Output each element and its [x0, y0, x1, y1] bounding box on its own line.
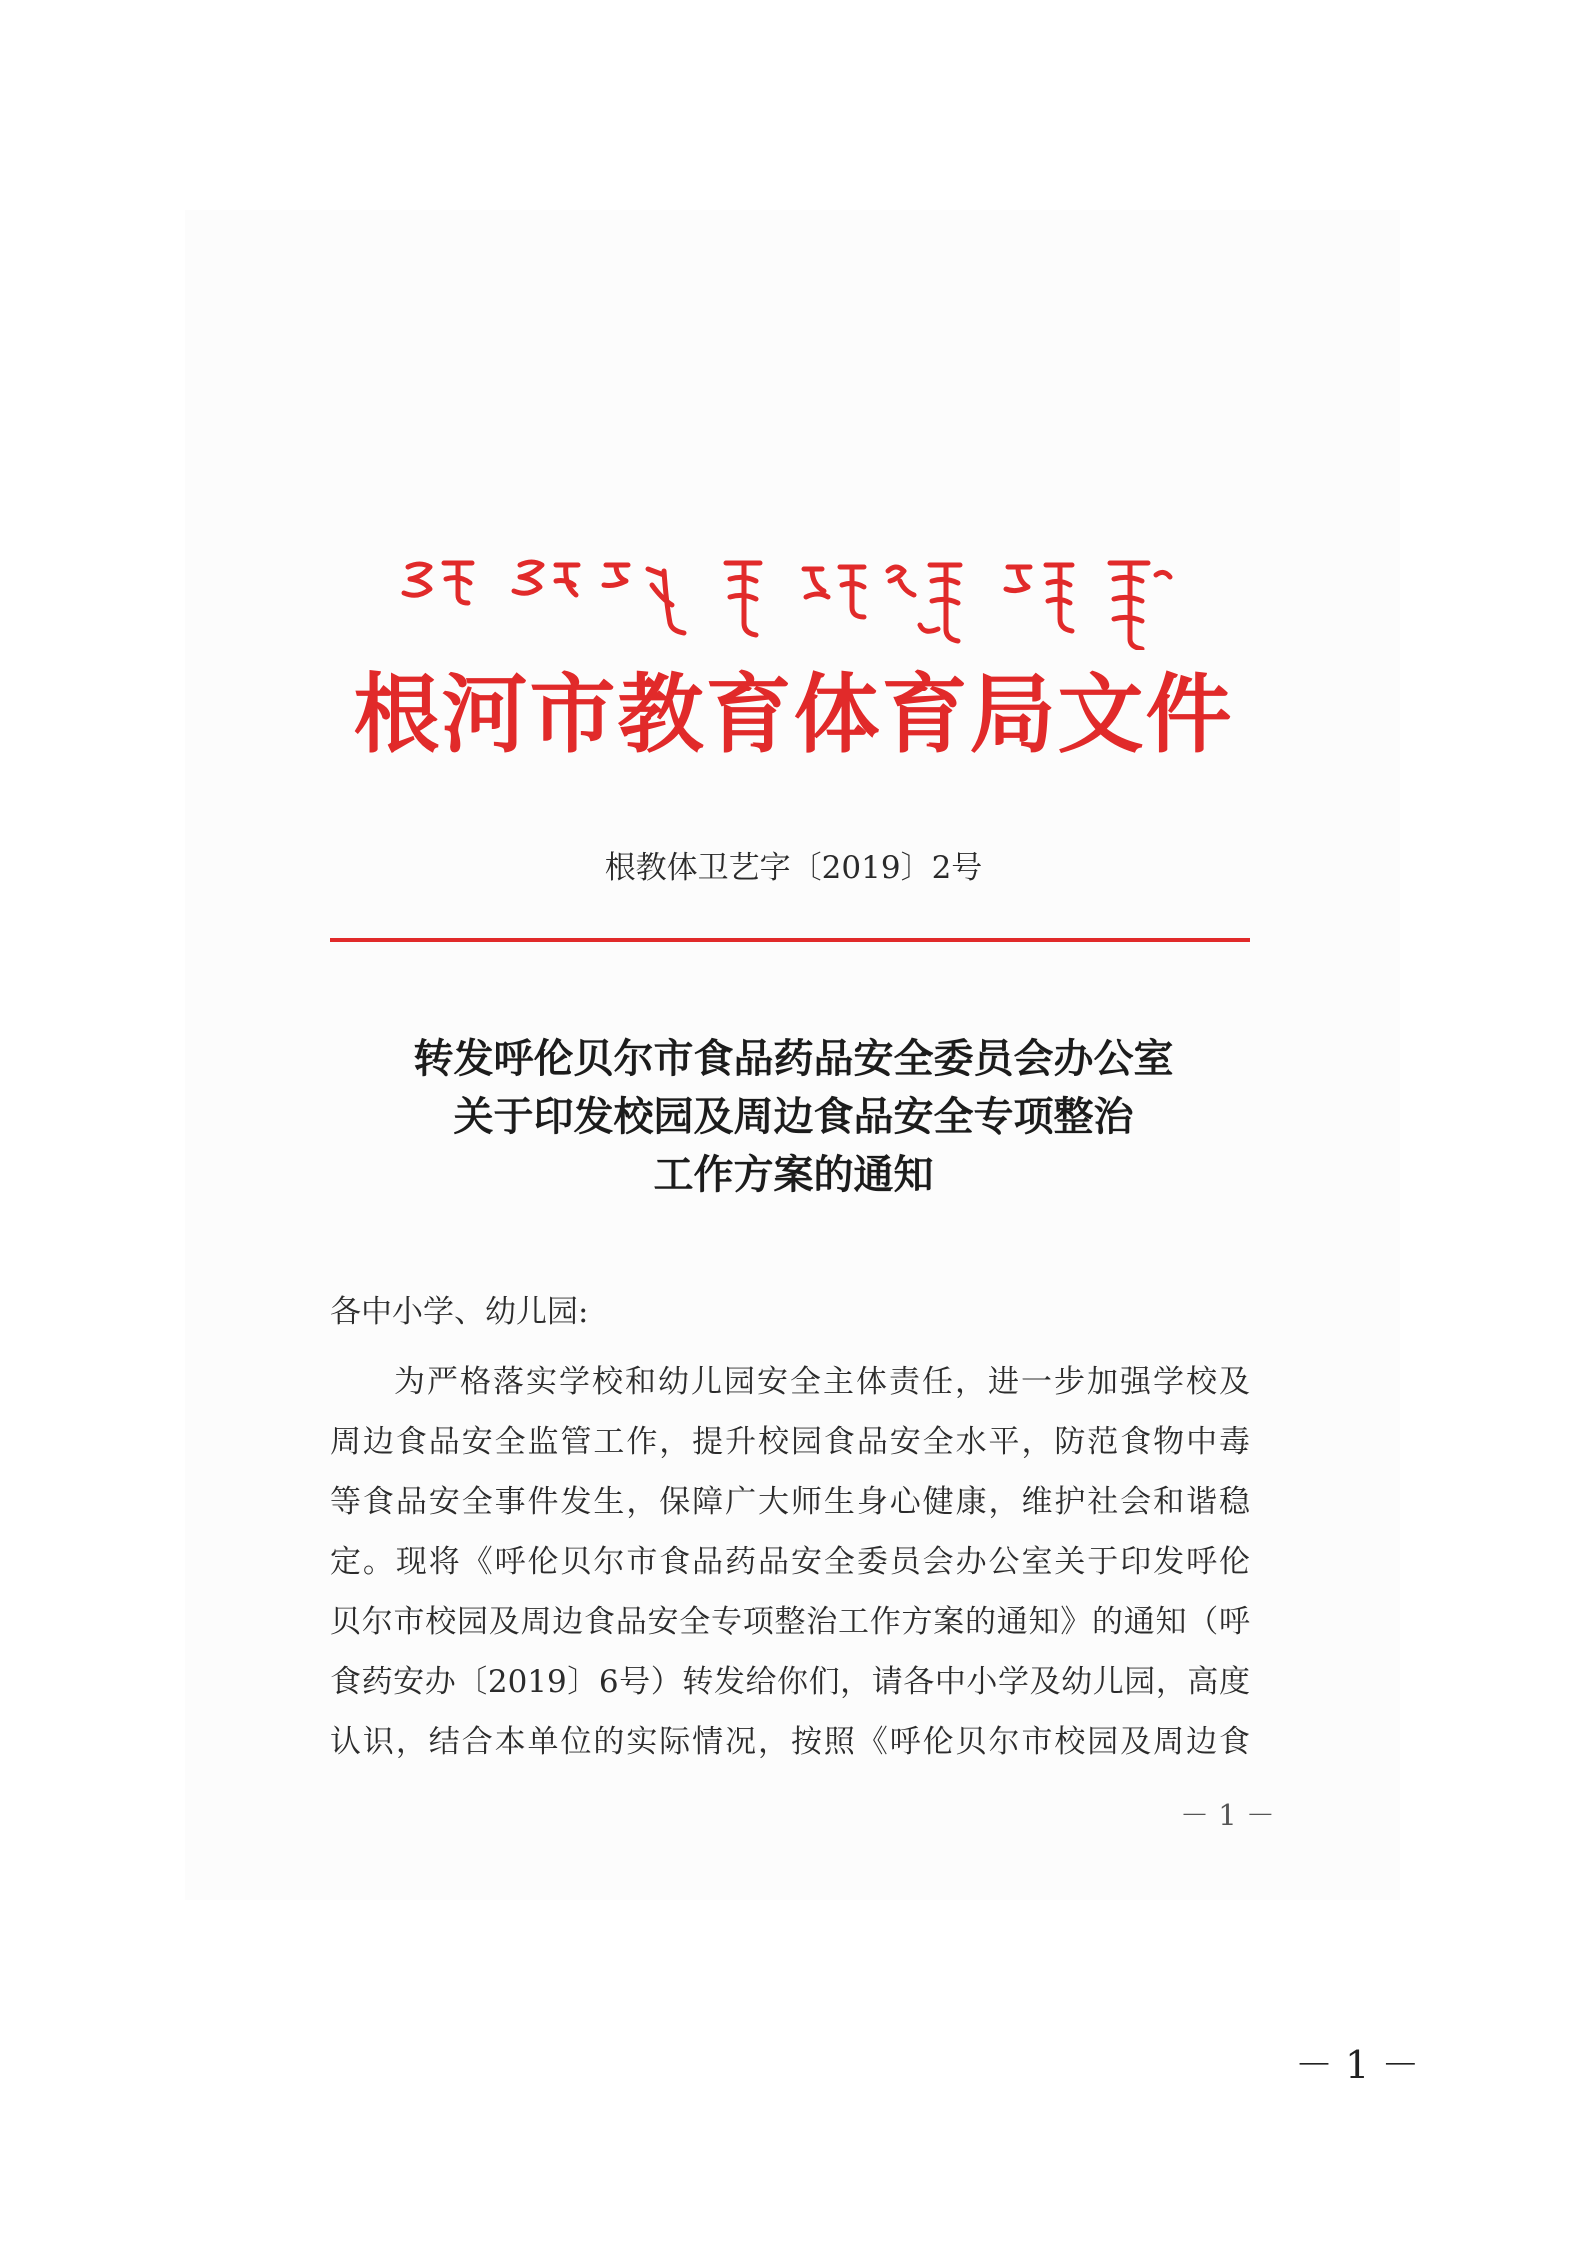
recipient-line: 各中小学、幼儿园: — [330, 1294, 589, 1330]
body-paragraph — [330, 1352, 1250, 1772]
page-number: － 1 － — [1295, 2043, 1420, 2087]
document-issuer-heading: 根河市教育体育局文件 — [353, 665, 1234, 765]
body-line: 定。现将《呼伦贝尔市食品药品安全委员会办公室关于印发呼伦 — [330, 1544, 1250, 1580]
body-line: 周边食品安全监管工作，提升校园食品安全水平，防范食物中毒 — [330, 1424, 1250, 1460]
title-line: 关于印发校园及周边食品安全专项整治 — [453, 1093, 1134, 1140]
body-line: 贝尔市校园及周边食品安全专项整治工作方案的通知》的通知（呼 — [330, 1604, 1250, 1640]
body-line: 食药安办〔2019〕6号）转发给你们，请各中小学及幼儿园，高度 — [330, 1664, 1250, 1700]
body-line: 为严格落实学校和幼儿园安全主体责任，进一步加强学校及 — [394, 1364, 1250, 1400]
red-separator-line — [330, 938, 1250, 942]
title-line: 转发呼伦贝尔市食品药品安全委员会办公室 — [413, 1035, 1174, 1082]
body-line: 认识，结合本单位的实际情况，按照《呼伦贝尔市校园及周边食 — [330, 1724, 1250, 1760]
document-title — [0, 1030, 1587, 1204]
title-line: 工作方案的通知 — [653, 1151, 934, 1198]
document-number: 根教体卫艺字〔2019〕2号 — [604, 850, 983, 886]
body-line: 等食品安全事件发生，保障广大师生身心健康，维护社会和谐稳 — [330, 1484, 1250, 1520]
mongolian-script-header — [0, 545, 1587, 650]
page-number-scanned: － 1 － — [1180, 1798, 1275, 1832]
